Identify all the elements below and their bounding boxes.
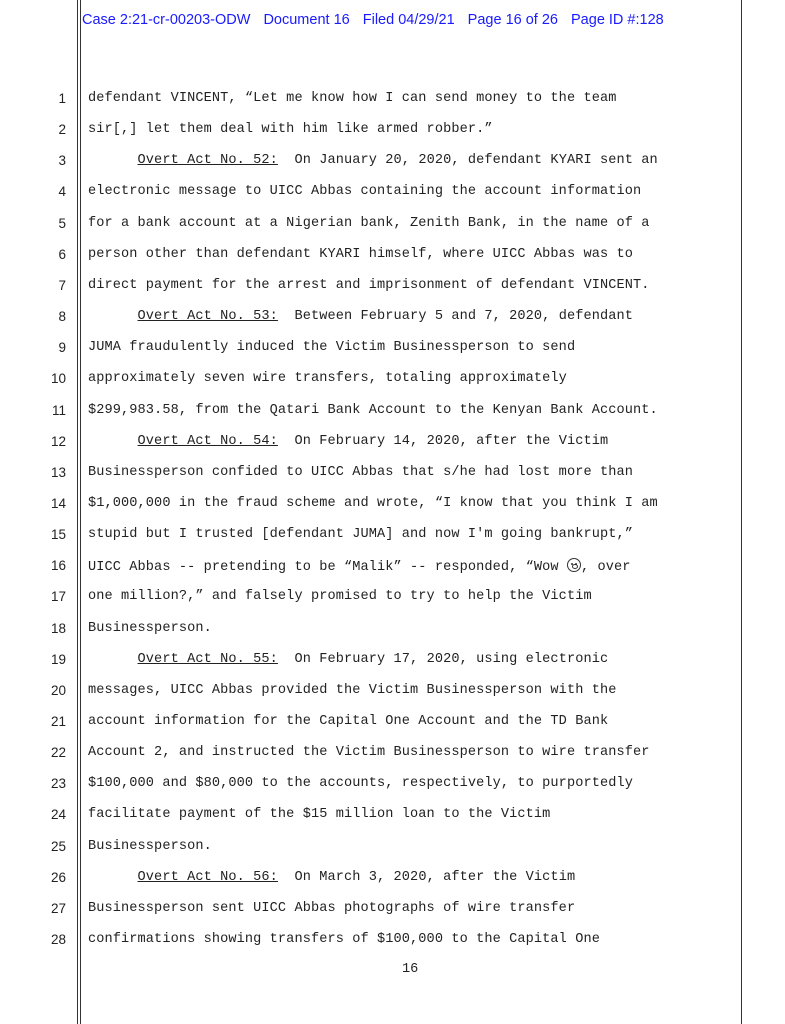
- line-text: On February 14, 2020, after the Victim: [277, 433, 609, 449]
- line-text: defendant VINCENT, “Let me know how I can send money to the team: [88, 91, 617, 106]
- text-line: [88, 278, 650, 293]
- text-line: [88, 683, 616, 698]
- text-line: [88, 434, 608, 449]
- text-line: [88, 932, 600, 947]
- line-text: Businessperson.: [88, 620, 212, 636]
- line-text: person other than defendant KYARI himself, where UICC Abbas was to: [88, 246, 633, 262]
- line-number: 4: [58, 184, 66, 200]
- line-number: 2: [58, 122, 66, 138]
- line-number: 18: [50, 620, 66, 636]
- page-count: Page 16 of 26: [467, 12, 558, 28]
- line-number: 5: [58, 215, 66, 231]
- line-text: UICC Abbas -- pretending to be “Malik” -- responded, “Wow: [88, 560, 567, 576]
- line-text: stupid but I trusted [defendant JUMA] and now I'm going bankrupt,”: [88, 527, 633, 543]
- overt-act-heading: Overt Act No. 52:: [137, 153, 278, 169]
- line-text: Businessperson.: [88, 838, 212, 854]
- case-number: Case 2:21-cr-00203-ODW: [82, 12, 251, 28]
- line-text: account information for the Capital One Account and the TD Bank: [88, 714, 609, 729]
- line-number: 27: [50, 900, 66, 916]
- line-text: Account 2, and instructed the Victim Businessperson to wire transfer: [88, 745, 650, 761]
- line-text: , over: [580, 560, 631, 576]
- line-number: 20: [50, 682, 66, 698]
- margin-line-left-inner: [80, 0, 81, 1024]
- line-number: 28: [50, 932, 66, 948]
- line-text: $299,983.58, from the Qatari Bank Account to the Kenyan Bank Account.: [88, 402, 658, 418]
- line-text: electronic message to UICC Abbas containing the account information: [88, 184, 642, 200]
- overt-act-heading: Overt Act No. 54:: [137, 433, 278, 449]
- line-number: 26: [50, 869, 66, 885]
- text-line: [88, 558, 631, 575]
- line-number: 9: [58, 340, 66, 356]
- overt-act-heading: Overt Act No. 55:: [137, 651, 278, 667]
- line-number: 24: [50, 807, 66, 823]
- line-number: 1: [58, 91, 66, 106]
- text-line: [88, 496, 658, 511]
- text-line: [88, 807, 550, 822]
- line-text: JUMA fraudulently induced the Victim Businessperson to send: [88, 340, 576, 356]
- text-line: [88, 652, 608, 667]
- overt-act-heading: Overt Act No. 53:: [137, 309, 278, 325]
- line-text: On February 17, 2020, using electronic: [277, 651, 609, 667]
- text-line: [88, 527, 633, 542]
- line-number: 23: [50, 776, 66, 792]
- text-line: [88, 465, 633, 480]
- line-number: 7: [58, 277, 66, 293]
- margin-line-right: [741, 0, 742, 1024]
- line-text: $1,000,000 in the fraud scheme and wrote, “I know that you think I am: [88, 495, 658, 511]
- text-line: [88, 776, 633, 791]
- text-line: [88, 403, 658, 418]
- line-text: messages, UICC Abbas provided the Victim Businessperson with the: [88, 682, 617, 698]
- line-number: 15: [50, 527, 66, 543]
- line-number: 22: [50, 745, 66, 761]
- text-line: [88, 184, 641, 199]
- text-line: [88, 589, 592, 604]
- line-text: facilitate payment of the $15 million loan to the Victim: [88, 807, 551, 823]
- line-number: 21: [50, 714, 66, 729]
- case-header: [82, 12, 673, 28]
- text-line: [88, 309, 633, 324]
- line-number: 16: [50, 558, 66, 574]
- line-number: 10: [50, 371, 66, 387]
- page-id: Page ID #:128: [571, 12, 664, 28]
- line-number: 14: [50, 495, 66, 511]
- text-line: [88, 870, 575, 885]
- line-text: confirmations showing transfers of $100,000 to the Capital One: [88, 932, 600, 948]
- document-number: Document 16: [263, 12, 350, 28]
- line-number: 25: [50, 838, 66, 854]
- line-number: 13: [50, 464, 66, 480]
- line-text: Businessperson confided to UICC Abbas that s/he had lost more than: [88, 464, 633, 480]
- text-line: [88, 714, 608, 729]
- text-line: [88, 216, 650, 231]
- text-line: [88, 621, 212, 636]
- text-line: [88, 745, 650, 760]
- line-text: approximately seven wire transfers, totaling approximately: [88, 371, 567, 387]
- overt-act-heading: Overt Act No. 56:: [137, 869, 278, 885]
- surprised-face-icon: [567, 558, 581, 572]
- line-text: $100,000 and $80,000 to the accounts, respectively, to purportedly: [88, 776, 633, 792]
- text-line: [88, 901, 575, 916]
- text-line: [88, 371, 567, 386]
- line-number: 11: [51, 402, 66, 418]
- text-line: [88, 91, 616, 106]
- line-text: On March 3, 2020, after the Victim: [277, 869, 576, 885]
- line-text: for a bank account at a Nigerian bank, Zenith Bank, in the name of a: [88, 215, 650, 231]
- margin-line-left-outer: [77, 0, 78, 1024]
- text-line: [88, 122, 493, 137]
- line-text: On January 20, 2020, defendant KYARI sent an: [277, 153, 658, 169]
- filed-date: Filed 04/29/21: [362, 12, 455, 28]
- text-line: [88, 153, 658, 168]
- line-number: 3: [58, 153, 66, 169]
- line-number: 12: [50, 433, 66, 449]
- line-number: 6: [58, 246, 66, 262]
- line-number: 19: [50, 651, 66, 667]
- line-number: 17: [50, 589, 66, 605]
- line-text: one million?,” and falsely promised to try to help the Victim: [88, 589, 592, 605]
- page-number: 16: [402, 962, 419, 977]
- line-text: sir[,] let them deal with him like armed robber.”: [88, 122, 493, 138]
- line-text: Between February 5 and 7, 2020, defendant: [277, 309, 634, 325]
- line-text: Businessperson sent UICC Abbas photographs of wire transfer: [88, 900, 576, 916]
- text-line: [88, 340, 575, 355]
- line-text: direct payment for the arrest and imprisonment of defendant VINCENT.: [88, 277, 650, 293]
- text-line: [88, 247, 633, 262]
- line-number: 8: [58, 309, 66, 325]
- text-line: [88, 839, 212, 854]
